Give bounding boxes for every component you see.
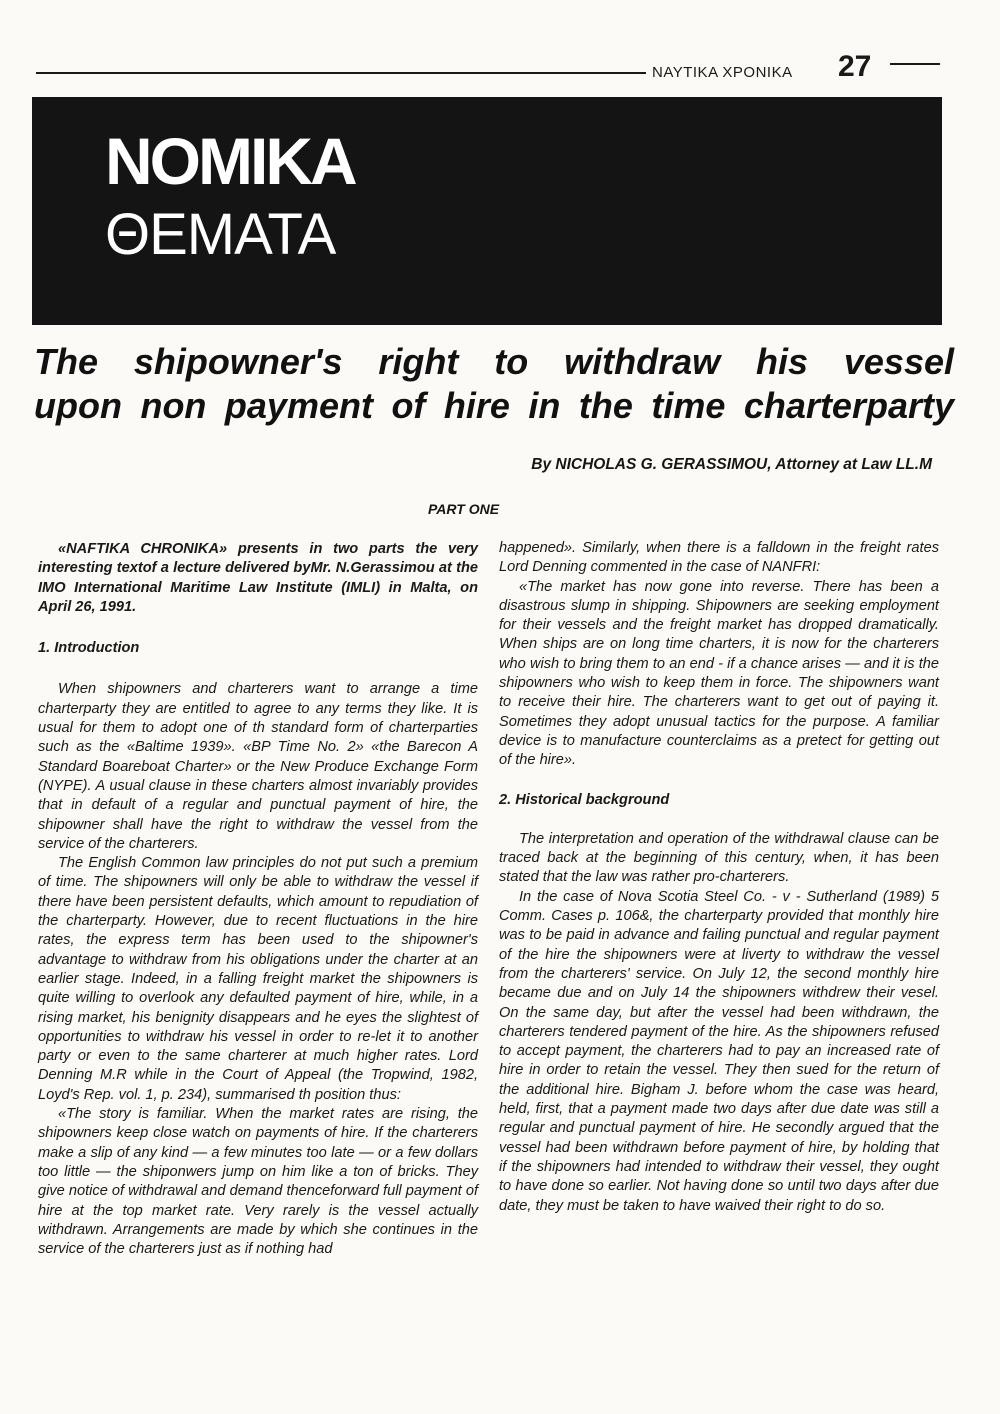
part-label: PART ONE: [428, 501, 500, 517]
section-title-line2: ΘΕΜΑΤΑ: [105, 202, 336, 267]
byline: By NICHOLAS G. GERASSIMOU, Attorney at Law LL.M: [531, 456, 932, 473]
paragraph: In the case of Nova Scotia Steel Co. - v - Sutherland (1989) 5 Comm. Cases p. 106&, the charterparty provided that monthly hire was to be paid in advance and failing punctual and regular payment of the hire the shipowners were at liverty to withdraw the vessel from the charterers' service. On July 12, the second monthly hire became due and on July 14 the shipowners withdrew their vesel. On the same day, but after the vessel had been withdrawn, the charterers tendered payment of the hire. As the shipowners refused to accept payment, the charterers had to pay an increased rate of hire in order to retain the vessel. They then sued for the return of the additional hire. Bigham J. before whom the case was heard, held, first, that a payment made two days after due date was still a regular and punctual payment of hire. He secondly argued that the vessel had been withdrawn before payment of hire, by holding that if the shipowners had intended to withdraw their vessel, they ought to have done so earlier. Not having done so until two days after due date, they must be taken to have waived their right to do so.: [499, 888, 939, 1214]
headline-line1: The shipowner's right to withdraw his vessel: [34, 341, 954, 382]
publication-name: ΝΑΥΤΙΚΑ ΧΡΟΝΙΚΑ: [652, 64, 793, 81]
paragraph: happened». Similarly, when there is a falldown in the freight rates Lord Denning commented in the case of NANFRI:: [499, 540, 939, 576]
header-rule-right: [890, 63, 940, 65]
quote-paragraph: «The market has now gone into reverse. There has been a disastrous slump in shipping. Shipowners are seeking employment for their vessels and the freight market has dropped dramatically. When ships are on long time charters, it is now for the charterers who wish to bring them to an end - if a chance arises — and it is the shipowners who wish to keep them in force. The shipowners want to receive their hire. The charterers want to get out of paying it. Sometimes they adopt unusual tactics for the purpose. A familiar device is to manufacture counterclaims as a pretect for getting out of the hire».: [499, 578, 939, 769]
section-heading-historical-background: 2. Historical background: [499, 791, 670, 808]
paragraph: The interpretation and operation of the withdrawal clause can be traced back at the beginning of this century, when, it has been stated that the law was rather pro-charterers.: [499, 830, 939, 886]
headline-line2: upon non payment of hire in the time charterparty: [34, 385, 954, 426]
section-title-line1: NOMIKA: [105, 124, 355, 198]
right-column: [499, 539, 939, 1216]
quote-paragraph: «The story is familiar. When the market rates are rising, the shipowners keep close watch on payments of hire. If the charterers make a slip of any kind — a few minutes too late — or a few dollars too little — the shiponwers jump on him like a ton of bricks. They give notice of withdrawal and demand thenceforward full payment of hire at the top market rate. Very rarely is the vessel actually withdrawn. Arrangements are made by which she continues in the service of the charterers just as if nothing had: [38, 1106, 478, 1258]
section-heading-introduction: 1. Introduction: [38, 640, 140, 657]
left-column: [38, 540, 478, 1259]
paragraph: When shipowners and charterers want to arrange a time charterparty they are entitled to agree to any terms they like. It is usual for them to adopt one of th standard form of charterparties such as the «Baltime 1939». «BP Time No. 2» «the Barecon A Standard Boareboat Charter» or the New Produce Exchange Form (NYPE). A usual clause in these charters almost invariably provides that in default of a regular and punctual payment of hire, the shipowner shall have the right to withdraw the vessel from the service of the charterers.: [38, 681, 478, 852]
article-headline: [34, 340, 954, 428]
header-rule-left: [36, 72, 646, 74]
paragraph: The English Common law principles do not put such a premium of time. The shipowners will only be able to withdraw the vessel if there have been persistent defaults, which amount to repudiation of the charterparty. However, due to recent fluctuations in the hire rates, the express term has been used to the shipowner's advantage to withdraw from his obligations under the charter at an earlier stage. Indeed, in a falling freight market the shipowners is quite willing to overlook any defaulted payment of hire, while, in a rising market, his benignity disappears and he eyes the slightest of opportunities to withdraw his vessel in order to re-let it to another party or even to the same charterer at much higher rates. Lord Denning M.R while in the Court of Appeal (the Tropwind, 1982, Loyd's Rep. vol. 1, p. 234), summarised th position thus:: [38, 855, 478, 1103]
page-number: 27: [838, 50, 872, 83]
intro-paragraph: «NAFTIKA CHRONIKA» presents in two parts the very interesting textof a lecture delivered byMr. N.Gerassimou at the IMO International Maritime Law Institute (IMLI) in Malta, on April 26, 1991.: [38, 541, 478, 615]
